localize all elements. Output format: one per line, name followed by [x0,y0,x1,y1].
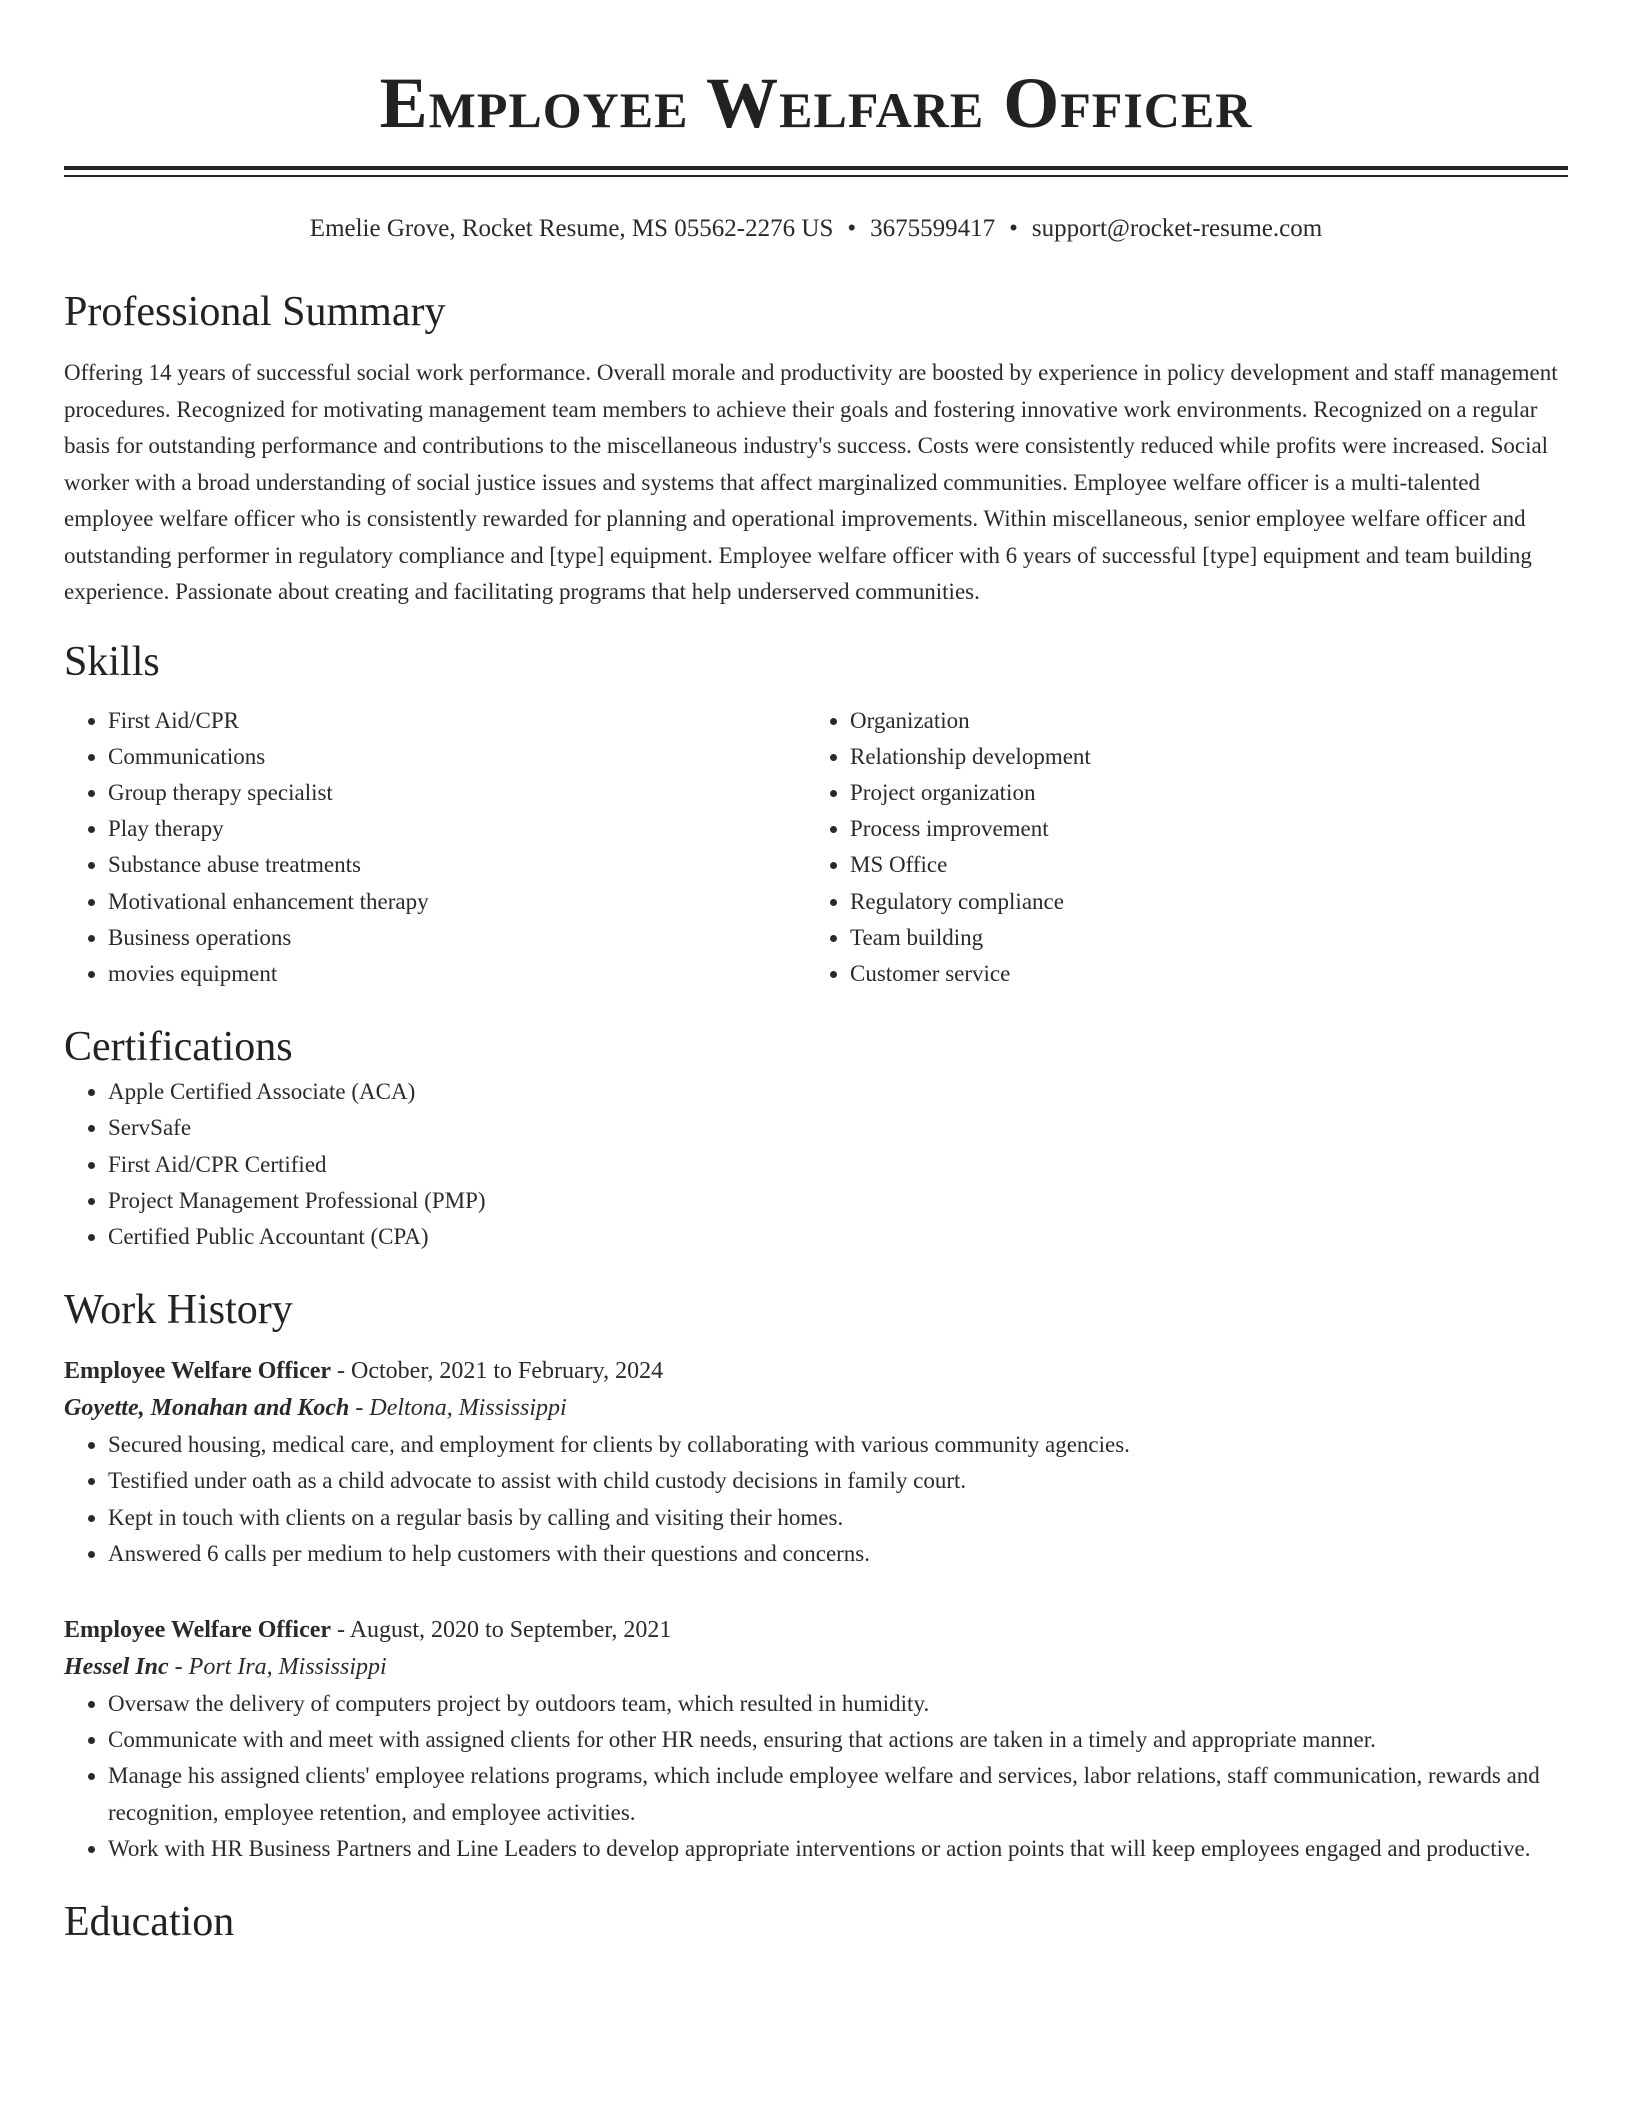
certifications-heading: Certifications [64,1024,293,1071]
contact-line [64,213,1568,245]
skill-item: • Substance abuse treatments [108,847,806,883]
job-duties [64,1686,1568,1867]
contact-separator: • [847,215,857,242]
skill-item: • Group therapy specialist [108,775,806,811]
job-location: - Deltona, Mississippi [349,1395,567,1422]
job-entry [64,1612,1568,1867]
skill-item: • Motivational enhancement therapy [108,884,806,920]
job-duty: • Oversaw the delivery of computers project by outdoors team, which resulted in humidity. [108,1686,1568,1722]
certification-item: • Apple Certified Associate (ACA) [108,1074,1568,1110]
job-employer [64,1389,1568,1427]
job-employer [64,1648,1568,1686]
certifications-list [64,1074,1568,1255]
contact-email: support@rocket-resume.com [1031,215,1323,242]
job-header [64,1612,1568,1648]
job-dates: - October, 2021 to February, 2024 [331,1358,664,1385]
contact-separator: • [1009,215,1018,242]
skill-item: • MS Office [850,847,1548,883]
job-location: - Port Ira, Mississippi [168,1653,387,1680]
skill-item: • Business operations [108,920,806,956]
certification-item: • ServSafe [108,1110,1568,1146]
job-duties [64,1427,1568,1572]
resume-title: Employee Welfare Officer [379,63,1253,143]
job-duty: • Manage his assigned clients' employee relations programs, which include employee welfare and services, labor relations, staff communication, rewards and recognition, employee retention, and employee activities. [108,1758,1568,1830]
job-duty: • Work with HR Business Partners and Line Leaders to develop appropriate interventions or action points that will keep employees engaged and productive. [108,1831,1568,1867]
skill-item: • Relationship development [850,739,1548,775]
summary-heading: Professional Summary [64,289,446,335]
title-divider-thick [64,166,1568,170]
skill-item: • Play therapy [108,811,806,847]
skill-item: • Organization [850,703,1548,739]
certification-item: • First Aid/CPR Certified [108,1147,1568,1183]
job-header [64,1353,1568,1389]
job-duty: • Communicate with and meet with assigned clients for other HR needs, ensuring that actions are taken in a timely and appropriate manner. [108,1722,1568,1758]
work-history-heading: Work History [64,1287,293,1334]
skills-list [64,703,1568,993]
skill-item: • movies equipment [108,956,806,992]
job-dates: - August, 2020 to September, 2021 [331,1616,672,1643]
skill-item: • Team building [850,920,1548,956]
job-duty: • Kept in touch with clients on a regular basis by calling and visiting their homes. [108,1500,1568,1536]
skill-item: • Regulatory compliance [850,884,1548,920]
skills-column-right [806,703,1548,993]
job-role: Employee Welfare Officer [64,1616,332,1643]
contact-phone: 3675599417 [870,215,996,242]
skill-item: • First Aid/CPR [108,703,806,739]
certification-item: • Project Management Professional (PMP) [108,1183,1568,1219]
title-divider-thin [64,175,1568,177]
job-duty: • Secured housing, medical care, and employment for clients by collaborating with various community agencies. [108,1427,1568,1463]
education-heading: Education [64,1898,235,1945]
job-duty: • Answered 6 calls per medium to help customers with their questions and concerns. [108,1536,1568,1572]
job-role: Employee Welfare Officer [64,1358,332,1385]
skill-item: • Project organization [850,775,1548,811]
summary-text: Offering 14 years of successful social work performance. Overall morale and productivity are boosted by experience in policy development and staff management procedures. Recognized for motivating management team members to achieve their goals and fostering innovative work environments. Recognized on a regular basis for outstanding performance and contributions to the miscellaneous industry's success. Costs were consistently reduced while profits were increased. Social worker with a broad understanding of social justice issues and systems that affect marginalized communities. Employee welfare officer is a multi-talented employee welfare officer who is consistently rewarded for planning and operational improvements. Within miscellaneous, senior employee welfare officer and outstanding performer in regulatory compliance and [type] equipment. Employee welfare officer with 6 years of successful [type] equipment and team building experience. Passionate about creating and facilitating programs that help underserved communities. [64,360,1558,604]
skill-item: • Customer service [850,956,1548,992]
skills-heading: Skills [64,638,160,685]
skill-item: • Communications [108,739,806,775]
skills-column-left [64,703,806,993]
job-company: Hessel Inc [64,1653,169,1680]
contact-address: Emelie Grove, Rocket Resume, MS 05562-2276 US [309,215,834,242]
skill-item: • Process improvement [850,811,1548,847]
job-company: Goyette, Monahan and Koch [64,1395,350,1422]
certification-item: • Certified Public Accountant (CPA) [108,1219,1568,1255]
job-entry [64,1353,1568,1572]
job-duty: • Testified under oath as a child advocate to assist with child custody decisions in family court. [108,1463,1568,1499]
